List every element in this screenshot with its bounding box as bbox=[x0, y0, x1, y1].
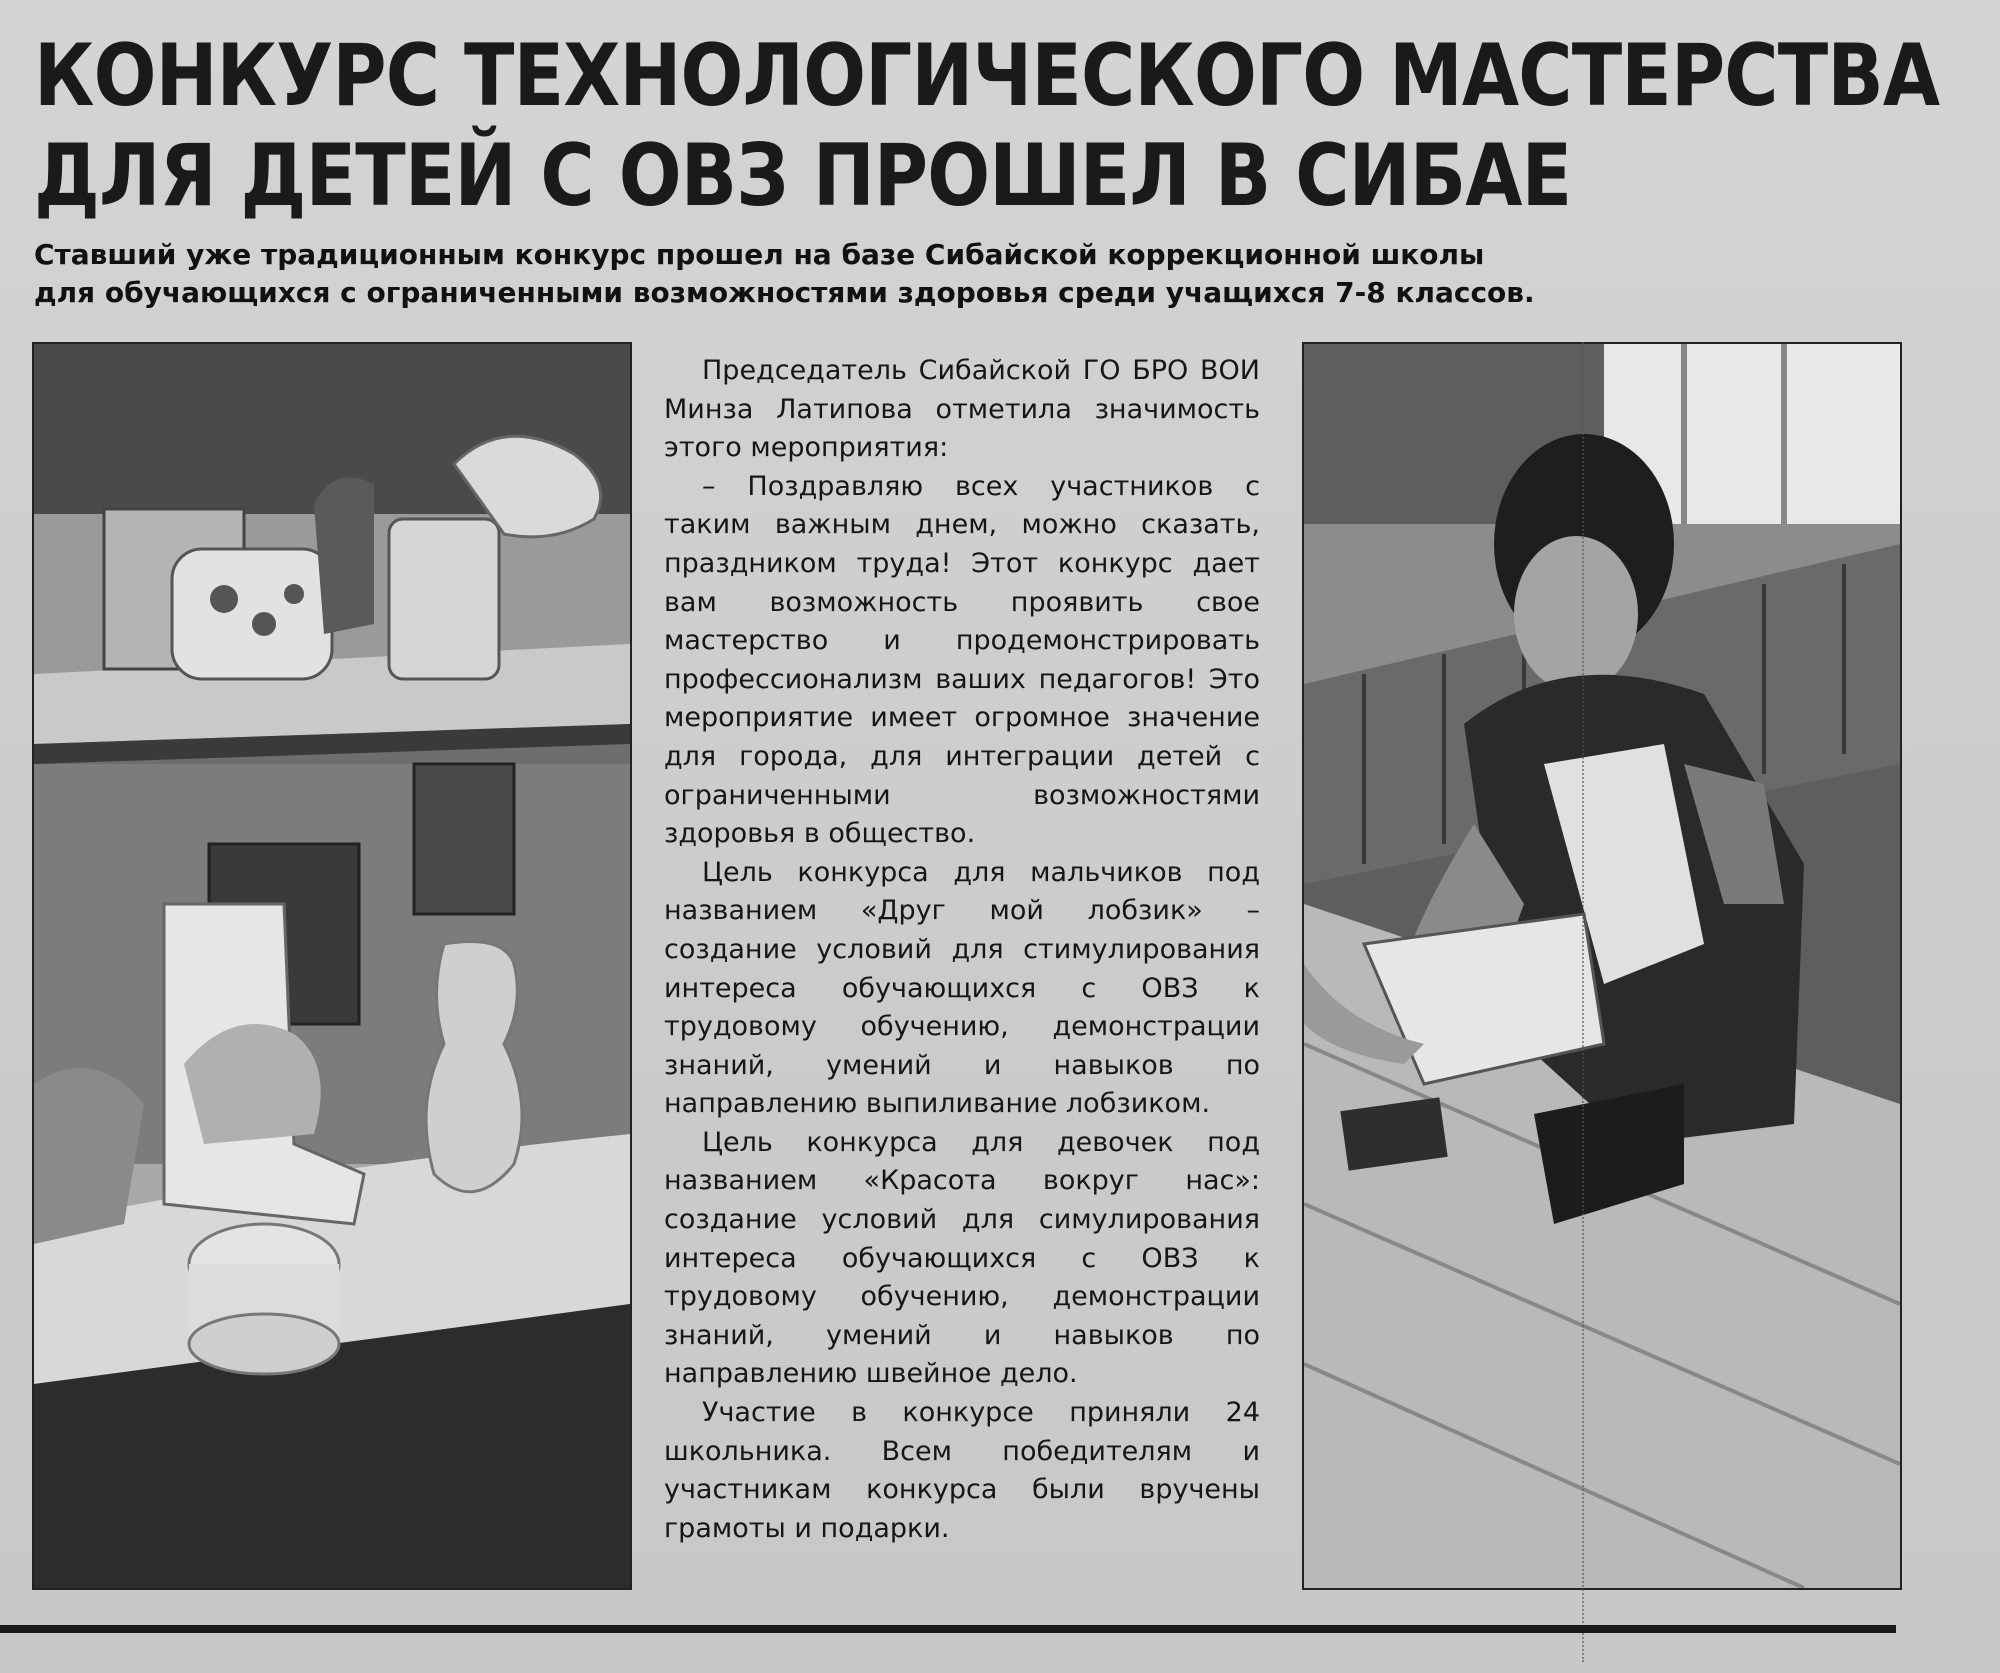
crafts-shelf-illustration bbox=[34, 344, 630, 1588]
headline-line-2: ДЛЯ ДЕТЕЙ С ОВЗ ПРОШЕЛ В СИБАЕ bbox=[34, 126, 1572, 226]
lead-line-1: Ставший уже традиционным конкурс прошел на базе Сибайской коррекционной школы bbox=[34, 238, 1485, 271]
article-paragraph: Цель конкурса для мальчиков под названием «Друг мой лобзик» – создание условий для стимулирования интереса обучающихся с ОВЗ к трудовому обучению, демонстрации знаний, умений и навыков по направлению выпиливание лобзиком. bbox=[664, 856, 1260, 1120]
article-paragraph: Цель конкурса для девочек под названием «Красота вокруг нас»: создание условий для симулирования интереса обучающихся с ОВЗ к трудовому обучению, демонстрации знаний, умений и навыков по направлению швейное дело. bbox=[664, 1126, 1260, 1390]
student-workbench-photo bbox=[1302, 342, 1902, 1590]
article-paragraph: – Поздравляю всех участников с таким важным днем, можно сказать, праздником труда! Этот конкурс дает вам возможность проявить свое мастерство и продемонстрировать профессионализм ваших педагогов! Это мероприятие имеет огромное значение для города, для интеграции детей с ограниченными возможностями здоровья в общество. bbox=[664, 470, 1260, 850]
article-paragraph: Председатель Сибайской ГО БРО ВОИ Минза Латипова отметила значимость этого мероприятия: bbox=[664, 355, 1260, 464]
headline-line-1: КОНКУРС ТЕХНОЛОГИЧЕСКОГО МАСТЕРСТВА bbox=[34, 26, 1940, 126]
student-workbench-illustration bbox=[1304, 344, 1900, 1588]
crafts-shelf-photo bbox=[32, 342, 632, 1590]
lead-line-2: для обучающихся с ограниченными возможностями здоровья среди учащихся 7-8 классов. bbox=[34, 276, 1535, 309]
article-paragraph: Участие в конкурсе приняли 24 школьника. Всем победителям и участникам конкурса были вручены грамоты и подарки. bbox=[664, 1397, 1260, 1544]
article-lead bbox=[34, 236, 1714, 312]
article-headline bbox=[34, 26, 1940, 226]
page-fold-line bbox=[1582, 342, 1585, 1662]
bottom-rule bbox=[0, 1625, 1896, 1633]
article-body bbox=[664, 352, 1260, 1548]
